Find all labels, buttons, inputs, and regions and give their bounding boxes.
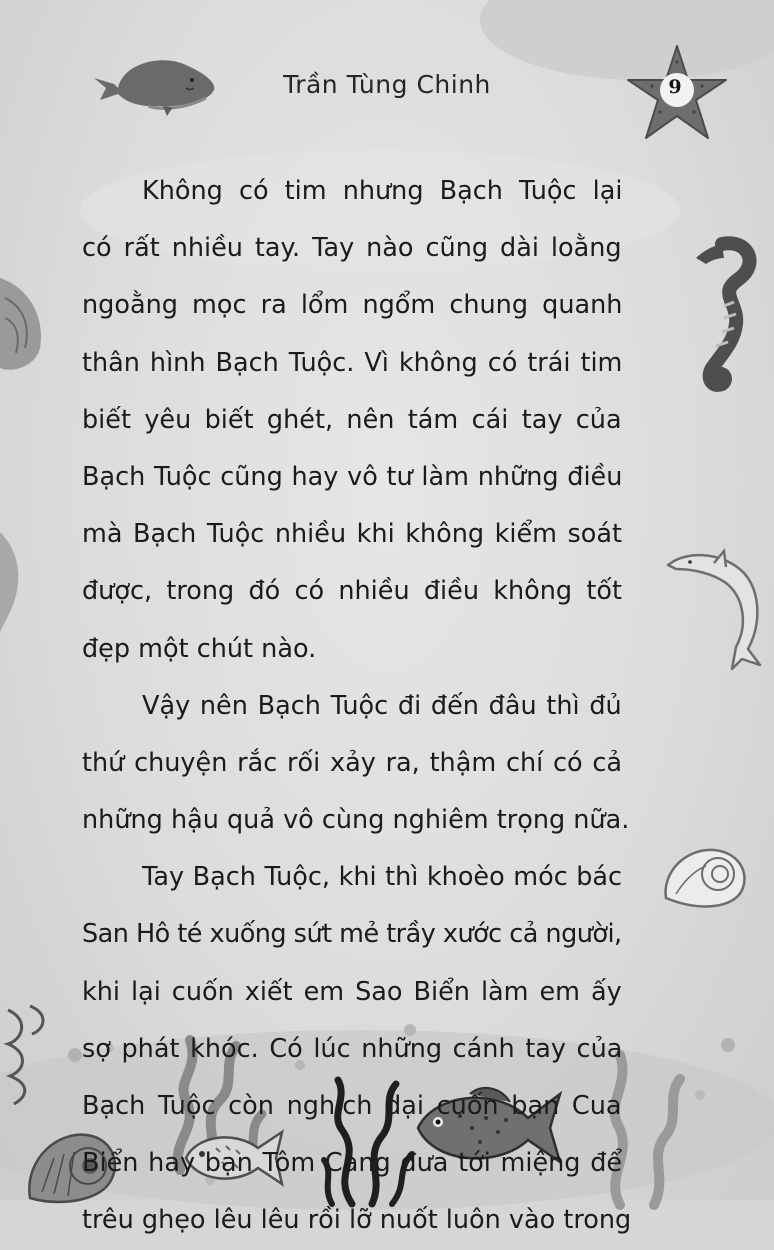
- coral-icon: [0, 532, 30, 632]
- story-text: [82, 163, 632, 1250]
- text-line: mà Bạch Tuộc nhiều khi không kiểm soát: [82, 519, 623, 550]
- seahorse-icon: [672, 232, 762, 402]
- paragraph: [82, 163, 622, 678]
- text-line: Biển hay bạn Tôm Càng đưa tới miệng để: [82, 1148, 623, 1179]
- text-line: những hậu quả vô cùng nghiêm trọng nữa.: [82, 805, 630, 836]
- text-line: trêu ghẹo lêu lêu rồi lỡ nuốt luôn vào trong: [82, 1205, 632, 1236]
- text-line: San Hô té xuống sứt mẻ trầy xước cả người,: [82, 919, 622, 950]
- text-line: Bạch Tuộc còn nghịch dại cuốn bạn Cua: [82, 1091, 622, 1121]
- seashell-icon: [0, 258, 50, 378]
- text-line: có rất nhiều tay. Tay nào cũng dài loằng: [82, 233, 622, 264]
- spiral-shell-icon: [656, 838, 756, 918]
- text-line: thân hình Bạch Tuộc. Vì không có trái tim: [82, 347, 623, 378]
- author-name: Trần Tùng Chinh: [283, 70, 491, 99]
- text-line: khi lại cuốn xiết em Sao Biển làm em ấy: [82, 976, 622, 1007]
- text-line: Bạch Tuộc cũng hay vô tư làm những điều: [82, 461, 623, 492]
- text-line: Không có tim nhưng Bạch Tuộc lại: [142, 176, 623, 206]
- dolphin-icon: [664, 545, 774, 675]
- text-line: thứ chuyện rắc rối xảy ra, thậm chí có cả: [82, 747, 623, 778]
- text-line: biết yêu biết ghét, nên tám cái tay của: [82, 404, 622, 435]
- page-number: 9: [668, 76, 682, 98]
- text-line: được, trong đó có nhiều điều không tốt: [82, 576, 622, 607]
- text-line: đẹp một chút nào.: [82, 633, 317, 664]
- text-line: Vậy nên Bạch Tuộc đi đến đâu thì đủ: [142, 690, 622, 721]
- paragraph: [82, 678, 630, 850]
- text-line: sợ phát khóc. Có lúc những cánh tay của: [82, 1033, 623, 1064]
- text-line: ngoằng mọc ra lổm ngổm chung quanh: [82, 290, 623, 321]
- paragraph: [82, 849, 632, 1249]
- seaweed-icon: [0, 1000, 60, 1110]
- text-line: Tay Bạch Tuộc, khi thì khoèo móc bác: [142, 862, 623, 893]
